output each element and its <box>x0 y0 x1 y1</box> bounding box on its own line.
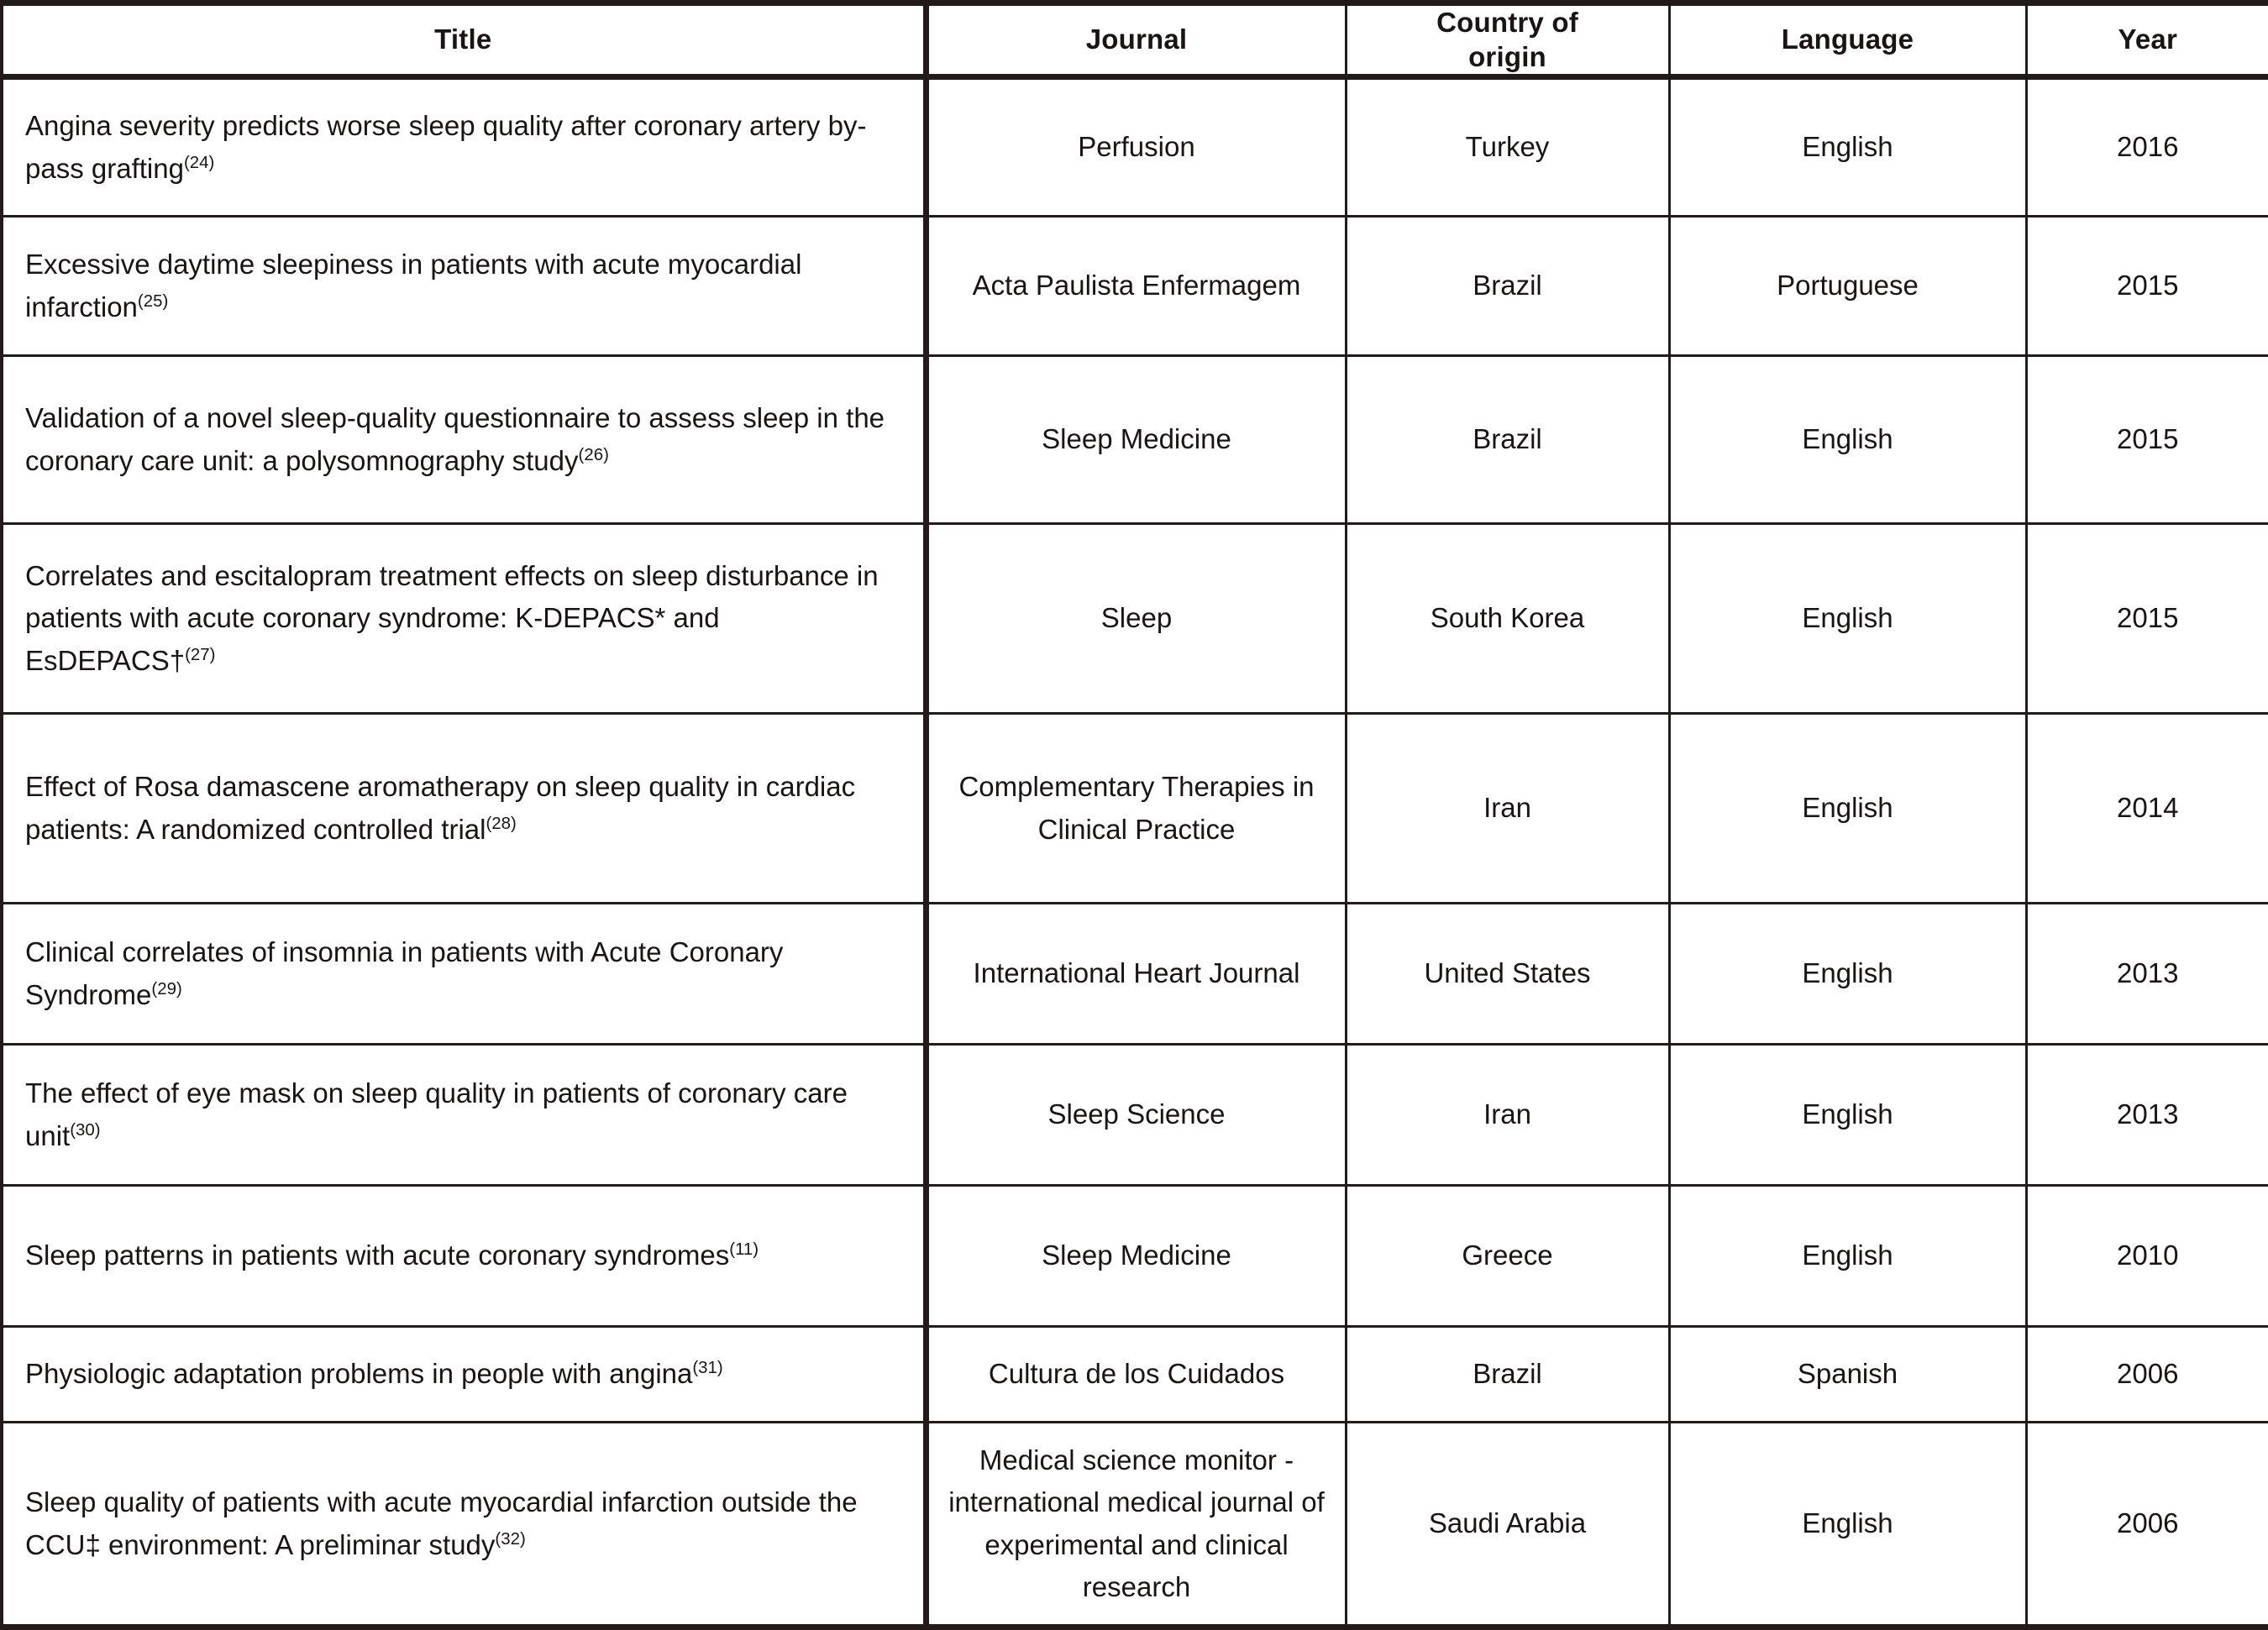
title-reference: (29) <box>151 978 182 998</box>
cell-year: 2006 <box>2026 1327 2268 1423</box>
cell-year: 2013 <box>2026 1045 2268 1186</box>
table-row <box>2 77 2268 217</box>
cell-country: Iran <box>1346 1045 1669 1186</box>
cell-title <box>2 356 926 524</box>
table-row <box>2 217 2268 356</box>
title-reference: (27) <box>185 644 216 664</box>
table-row <box>2 356 2268 524</box>
table-row <box>2 714 2268 904</box>
table-body <box>2 77 2268 1627</box>
cell-year: 2014 <box>2026 714 2268 904</box>
cell-language: English <box>1669 1186 2026 1327</box>
cell-journal: Perfusion <box>926 77 1346 217</box>
cell-language: Spanish <box>1669 1327 2026 1423</box>
cell-title <box>2 524 926 714</box>
cell-country: Saudi Arabia <box>1346 1423 1669 1627</box>
column-header-journal: Journal <box>926 3 1346 77</box>
cell-year: 2015 <box>2026 217 2268 356</box>
title-text: Angina severity predicts worse sleep quality after coronary artery by-pass grafting <box>25 110 867 184</box>
title-text: Excessive daytime sleepiness in patients with acute myocardial infarction <box>25 249 802 322</box>
cell-title <box>2 1186 926 1327</box>
title-reference: (32) <box>495 1528 526 1549</box>
cell-country: Greece <box>1346 1186 1669 1327</box>
cell-year: 2006 <box>2026 1423 2268 1627</box>
table-row <box>2 524 2268 714</box>
cell-language: Portuguese <box>1669 217 2026 356</box>
title-text: Clinical correlates of insomnia in patients with Acute Coronary Syndrome <box>25 936 784 1010</box>
cell-year: 2015 <box>2026 524 2268 714</box>
cell-title <box>2 904 926 1045</box>
cell-title <box>2 1045 926 1186</box>
table-row <box>2 1186 2268 1327</box>
cell-language: English <box>1669 77 2026 217</box>
title-text: Correlates and escitalopram treatment effects on sleep disturbance in patients with acute coronary syndrome: K-DEPACS* and EsDEPACS† <box>25 560 879 676</box>
cell-title <box>2 714 926 904</box>
cell-year: 2016 <box>2026 77 2268 217</box>
cell-country: Iran <box>1346 714 1669 904</box>
title-reference: (11) <box>729 1240 759 1260</box>
table-row <box>2 904 2268 1045</box>
column-header-language: Language <box>1669 3 2026 77</box>
title-text: Physiologic adaptation problems in people with angina <box>25 1358 693 1390</box>
cell-language: English <box>1669 524 2026 714</box>
cell-year: 2013 <box>2026 904 2268 1045</box>
table-row <box>2 1045 2268 1186</box>
title-text: The effect of eye mask on sleep quality in patients of coronary care unit <box>25 1077 848 1151</box>
column-header-year: Year <box>2026 3 2268 77</box>
cell-journal: International Heart Journal <box>926 904 1346 1045</box>
column-header-country: Country of origin <box>1346 3 1669 77</box>
cell-title <box>2 217 926 356</box>
cell-journal: Sleep Medicine <box>926 356 1346 524</box>
cell-language: English <box>1669 714 2026 904</box>
cell-journal: Sleep <box>926 524 1346 714</box>
cell-language: English <box>1669 1045 2026 1186</box>
title-text: Effect of Rosa damascene aromatherapy on sleep quality in cardiac patients: A randomized controlled trial <box>25 771 856 845</box>
cell-country: South Korea <box>1346 524 1669 714</box>
cell-language: English <box>1669 904 2026 1045</box>
column-header-title: Title <box>2 3 926 77</box>
table-row <box>2 1423 2268 1627</box>
table-header <box>2 3 2268 77</box>
cell-title <box>2 1423 926 1627</box>
cell-country: Brazil <box>1346 217 1669 356</box>
cell-title <box>2 77 926 217</box>
table-row <box>2 1327 2268 1423</box>
cell-journal: Acta Paulista Enfermagem <box>926 217 1346 356</box>
cell-year: 2015 <box>2026 356 2268 524</box>
title-reference: (25) <box>137 291 169 311</box>
table-header-row <box>2 3 2268 77</box>
cell-journal: Sleep Medicine <box>926 1186 1346 1327</box>
cell-title <box>2 1327 926 1423</box>
cell-journal: Medical science monitor - international medical journal of experimental and clinical research <box>926 1423 1346 1627</box>
cell-journal: Sleep Science <box>926 1045 1346 1186</box>
cell-language: English <box>1669 356 2026 524</box>
title-reference: (31) <box>692 1358 723 1378</box>
title-reference: (28) <box>486 813 517 833</box>
title-text: Sleep quality of patients with acute myocardial infarction outside the CCU‡ environment: A preliminar study <box>25 1486 858 1560</box>
title-text: Sleep patterns in patients with acute coronary syndromes <box>25 1240 730 1271</box>
cell-country: United States <box>1346 904 1669 1045</box>
title-reference: (26) <box>578 444 609 464</box>
cell-country: Brazil <box>1346 356 1669 524</box>
cell-language: English <box>1669 1423 2026 1627</box>
title-reference: (30) <box>70 1119 101 1140</box>
cell-country: Turkey <box>1346 77 1669 217</box>
cell-journal: Cultura de los Cuidados <box>926 1327 1346 1423</box>
title-reference: (24) <box>183 152 215 172</box>
title-text: Validation of a novel sleep-quality questionnaire to assess sleep in the coronary care unit: a polysomnography study <box>25 402 885 476</box>
cell-country: Brazil <box>1346 1327 1669 1423</box>
cell-journal: Complementary Therapies in Clinical Practice <box>926 714 1346 904</box>
cell-year: 2010 <box>2026 1186 2268 1327</box>
